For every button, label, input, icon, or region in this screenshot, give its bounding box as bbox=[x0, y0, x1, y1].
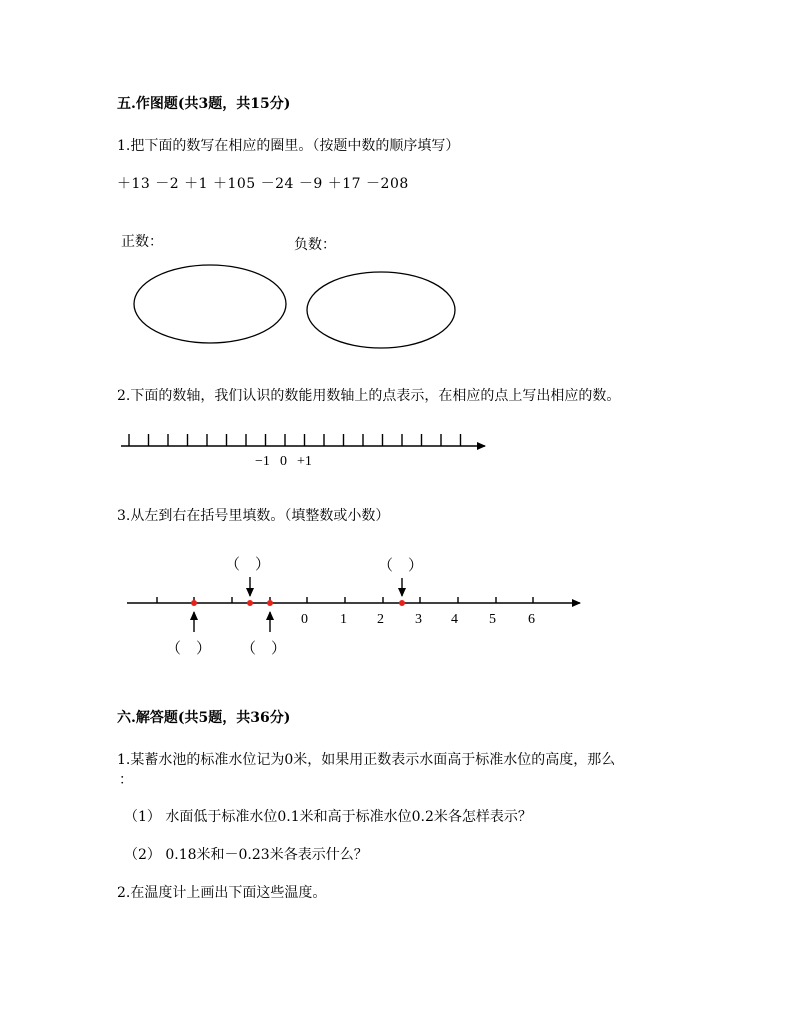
point-b bbox=[247, 600, 253, 606]
label-minus-one: −1 bbox=[255, 454, 270, 469]
tick-label-2: 2 bbox=[377, 612, 384, 627]
blank-c[interactable]: （ ） bbox=[241, 639, 287, 657]
section-heading-5: 五.作图题(共3题，共15分) bbox=[117, 96, 291, 112]
number-line-2-ticks bbox=[129, 434, 461, 446]
negative-label: 负数： bbox=[294, 237, 336, 253]
point-a bbox=[191, 600, 197, 606]
number-line-3 bbox=[127, 555, 580, 657]
blank-b[interactable]: （ ） bbox=[225, 555, 271, 573]
tick-label-1: 1 bbox=[340, 612, 347, 627]
positive-label: 正数： bbox=[121, 234, 163, 250]
positive-circle[interactable] bbox=[134, 265, 286, 343]
question-1-prompt: 1.把下面的数写在相应的圈里。（按题中数的顺序填写） bbox=[117, 138, 460, 154]
tick-label-3: 3 bbox=[415, 612, 422, 627]
question-6-1-sub1: （1） 水面低于标准水位0.1米和高于标准水位0.2米各怎样表示？ bbox=[124, 809, 532, 825]
negative-circle[interactable] bbox=[307, 272, 455, 348]
blank-d[interactable]: （ ） bbox=[378, 556, 424, 574]
question-3-prompt: 3.从左到右在括号里填数。（填整数或小数） bbox=[117, 508, 390, 524]
question-6-1-line1: 1.某蓄水池的标准水位记为0米，如果用正数表示水面高于标准水位的高度，那么 bbox=[117, 752, 616, 768]
question-2-prompt: 2.下面的数轴，我们认识的数能用数轴上的点表示，在相应的点上写出相应的数。 bbox=[117, 388, 621, 404]
question-6-2: 2.在温度计上画出下面这些温度。 bbox=[117, 885, 327, 901]
point-c bbox=[267, 600, 273, 606]
number-line-2 bbox=[121, 434, 485, 469]
question-6-1-line2: ： bbox=[119, 772, 133, 788]
section-heading-6: 六.解答题(共5题，共36分) bbox=[117, 710, 291, 726]
label-plus-one: +1 bbox=[297, 454, 312, 469]
label-zero: 0 bbox=[280, 454, 287, 469]
tick-label-6: 6 bbox=[528, 612, 535, 627]
tick-label-4: 4 bbox=[451, 612, 458, 627]
question-6-1-sub2: （2） 0.18米和－0.23米各表示什么？ bbox=[124, 847, 368, 863]
tick-label-5: 5 bbox=[489, 612, 496, 627]
tick-label-0: 0 bbox=[301, 612, 308, 627]
question-1-numbers: ＋13 －2 ＋1 ＋105 －24 －9 ＋17 －208 bbox=[117, 176, 409, 192]
blank-a[interactable]: （ ） bbox=[166, 639, 212, 657]
number-line-3-ticks bbox=[157, 597, 533, 603]
point-d bbox=[399, 600, 405, 606]
